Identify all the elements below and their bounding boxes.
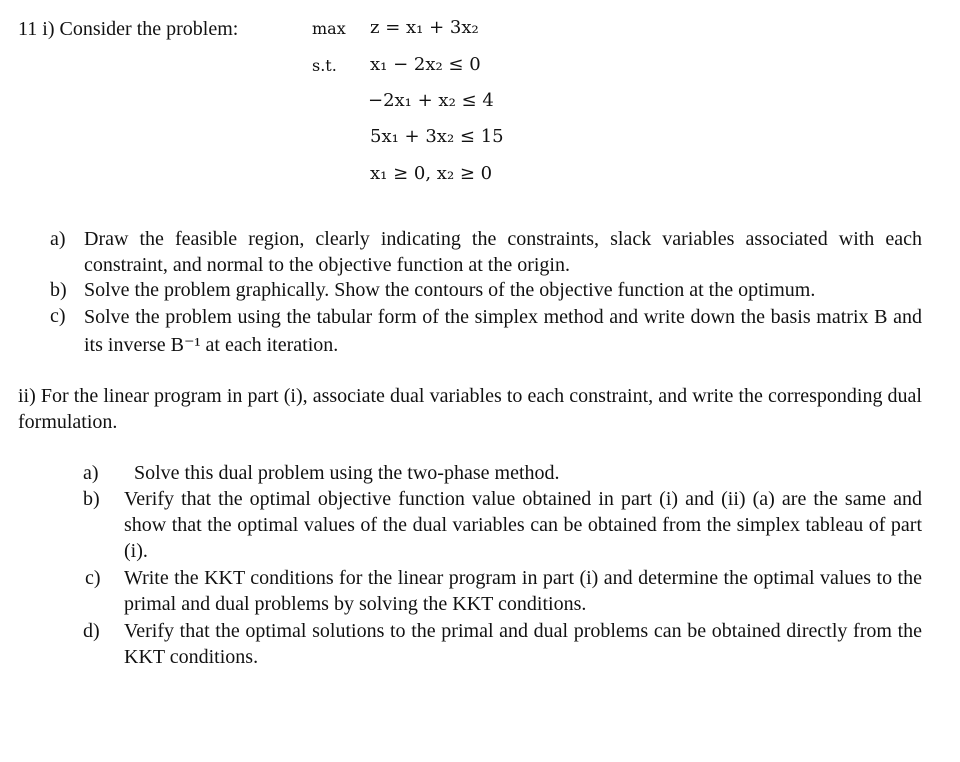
- item-marker: b): [83, 488, 100, 510]
- item-marker: c): [85, 567, 101, 589]
- constraint-2: −2x₁ + x₂ ≤ 4: [368, 90, 494, 111]
- constraint-1: x₁ − 2x₂ ≤ 0: [370, 54, 481, 75]
- part-ii-intro: ii) For the linear program in part (i), associate dual variables to each constraint, and write the corresponding dual formulation.: [18, 385, 922, 433]
- item-text: Solve this dual problem using the two-phase method.: [134, 462, 560, 484]
- item-marker: a): [83, 462, 99, 484]
- item-text: Draw the feasible region, clearly indicating the constraints, slack variables associated with each constraint, and normal to the objective function at the origin.: [84, 228, 922, 276]
- item-marker: a): [50, 228, 66, 250]
- item-text: Solve the problem graphically. Show the contours of the objective function at the optimum.: [84, 279, 816, 301]
- constraint-3: 5x₁ + 3x₂ ≤ 15: [370, 126, 504, 147]
- item-text: Solve the problem using the tabular form of the simplex method and write down the basis matrix B and its inverse B⁻¹ at each iteration.: [84, 306, 922, 356]
- max-label: max: [312, 19, 346, 38]
- item-marker: b): [50, 279, 67, 301]
- item-marker: c): [50, 305, 66, 327]
- item-marker: d): [83, 620, 100, 642]
- st-label: s.t.: [312, 56, 337, 75]
- objective-function: z = x₁ + 3x₂: [370, 17, 479, 38]
- item-text: Verify that the optimal objective function value obtained in part (i) and (ii) (a) are the same and show that the optimal values of the dual variables can be obtained from the simplex tableau of part (i).: [124, 488, 922, 562]
- item-text: Verify that the optimal solutions to the primal and dual problems can be obtained directly from the KKT conditions.: [124, 620, 922, 668]
- nonnegativity-constraint: x₁ ≥ 0, x₂ ≥ 0: [370, 163, 493, 184]
- item-text: Write the KKT conditions for the linear program in part (i) and determine the optimal values to the primal and dual problems by solving the KKT conditions.: [124, 567, 922, 615]
- question-heading: 11 i) Consider the problem:: [18, 18, 239, 40]
